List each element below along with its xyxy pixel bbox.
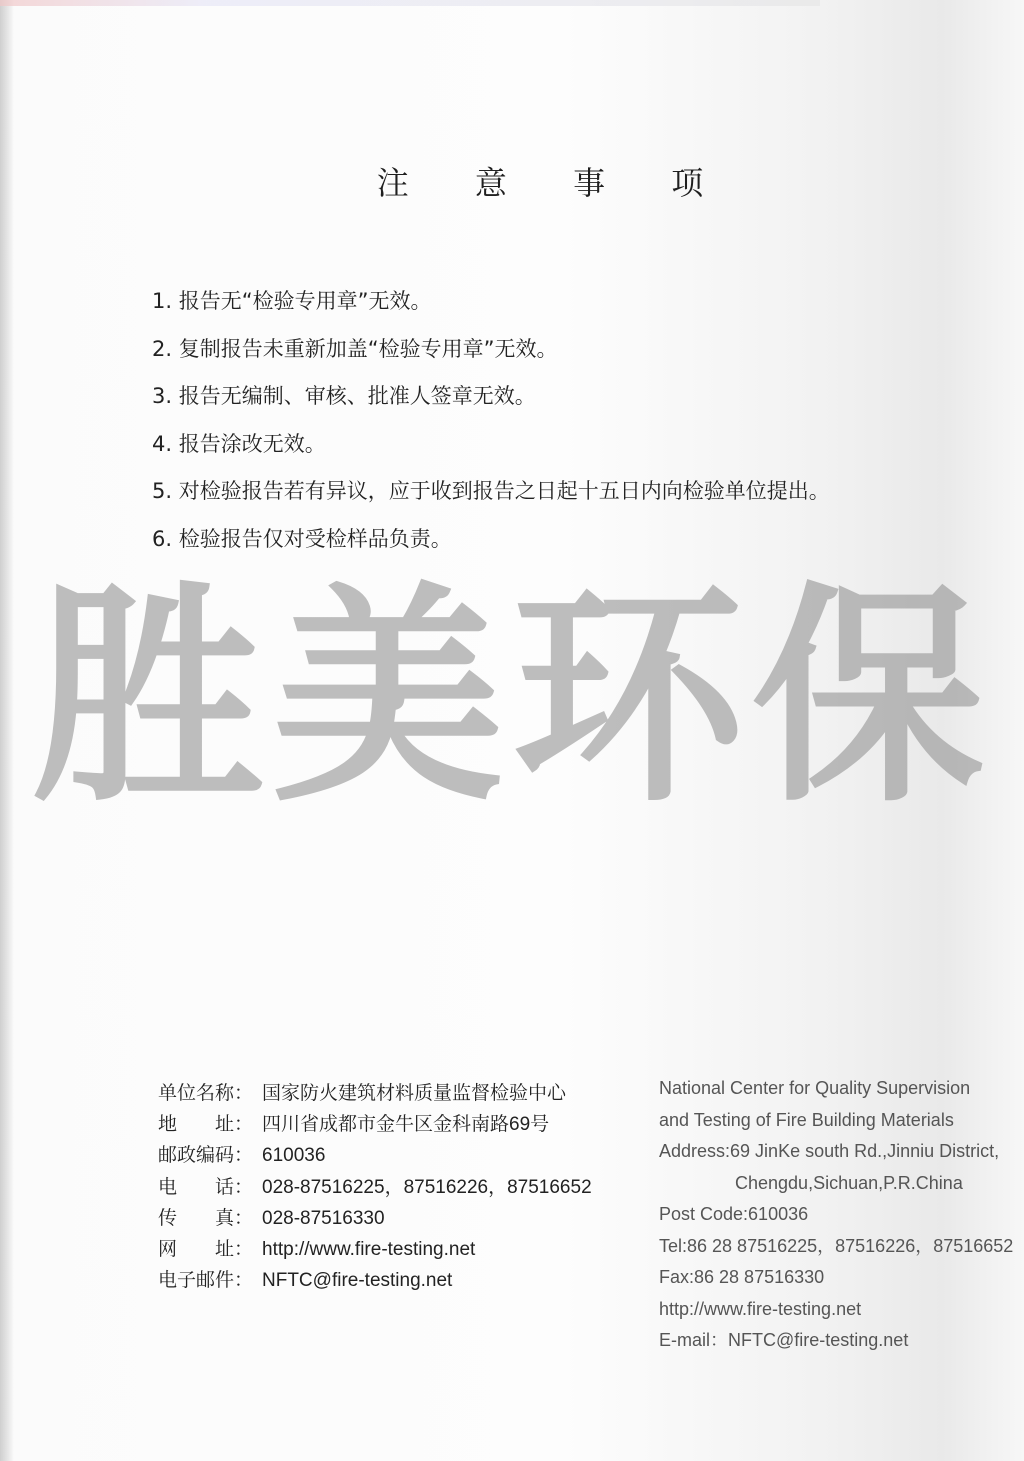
contact-value: http://www.fire-testing.net <box>262 1238 476 1260</box>
note-item: 1. 报告无“检验专用章”无效。 <box>152 289 432 313</box>
note-item: 3. 报告无编制、审核、批准人签章无效。 <box>152 384 536 408</box>
contact-value: 四川省成都市金牛区金科南路69号 <box>262 1114 550 1136</box>
contact-label: 邮政编码： <box>158 1144 254 1167</box>
contact-label: 电 话： <box>158 1175 254 1198</box>
note-item: 6. 检验报告仅对受检样品负责。 <box>152 526 452 551</box>
contact-label: 传 真： <box>158 1206 254 1229</box>
note-item: 4. 报告涂改无效。 <box>152 431 326 456</box>
contact-info-chinese <box>158 1078 648 1296</box>
contact-en-line: Post Code:610036 <box>659 1204 809 1224</box>
contact-en-line: http://www.fire-testing.net <box>659 1298 862 1319</box>
contact-row-phone <box>158 1172 648 1203</box>
contact-row-unit <box>158 1078 648 1109</box>
contact-label: 单位名称： <box>158 1082 254 1104</box>
contact-label: 电子邮件： <box>158 1269 254 1292</box>
contact-row-email <box>158 1265 648 1296</box>
contact-value: 国家防火建筑材料质量监督检验中心 <box>262 1083 567 1104</box>
contact-row-postcode <box>158 1140 648 1171</box>
note-item: 5. 对检验报告若有异议，应于收到报告之日起十五日内向检验单位提出。 <box>152 479 830 503</box>
contact-value: 028-87516330 <box>262 1207 385 1229</box>
contact-en-line: National Center for Quality Supervision <box>659 1078 971 1098</box>
contact-value: NFTC@fire-testing.net <box>262 1270 453 1292</box>
contact-label: 网 址： <box>158 1237 254 1260</box>
contact-label: 地 址： <box>158 1113 254 1136</box>
contact-en-line: Fax:86 28 87516330 <box>659 1267 825 1287</box>
contact-en-line: Address:69 JinKe south Rd.,Jinniu District, <box>659 1141 1000 1161</box>
previous-page-bleed <box>0 0 820 6</box>
contact-value: 028-87516225，87516226，87516652 <box>262 1176 592 1198</box>
contact-info-english <box>659 1073 1024 1357</box>
watermark-text: 胜美环保 <box>31 563 992 833</box>
note-item: 2. 复制报告未重新加盖“检验专用章”无效。 <box>152 336 558 361</box>
contact-row-website <box>158 1234 648 1265</box>
contact-en-line: E-mail：NFTC@fire-testing.net <box>659 1330 909 1350</box>
notes-list <box>152 278 972 563</box>
contact-en-line: Chengdu,Sichuan,P.R.China <box>735 1172 963 1193</box>
contact-row-address <box>158 1109 648 1140</box>
page-title: 注 意 事 项 <box>376 164 732 202</box>
contact-value: 610036 <box>262 1145 326 1167</box>
contact-en-line: and Testing of Fire Building Materials <box>659 1109 954 1130</box>
contact-en-line: Tel:86 28 87516225，87516226，87516652 <box>659 1235 1014 1256</box>
contact-row-fax <box>158 1203 648 1234</box>
